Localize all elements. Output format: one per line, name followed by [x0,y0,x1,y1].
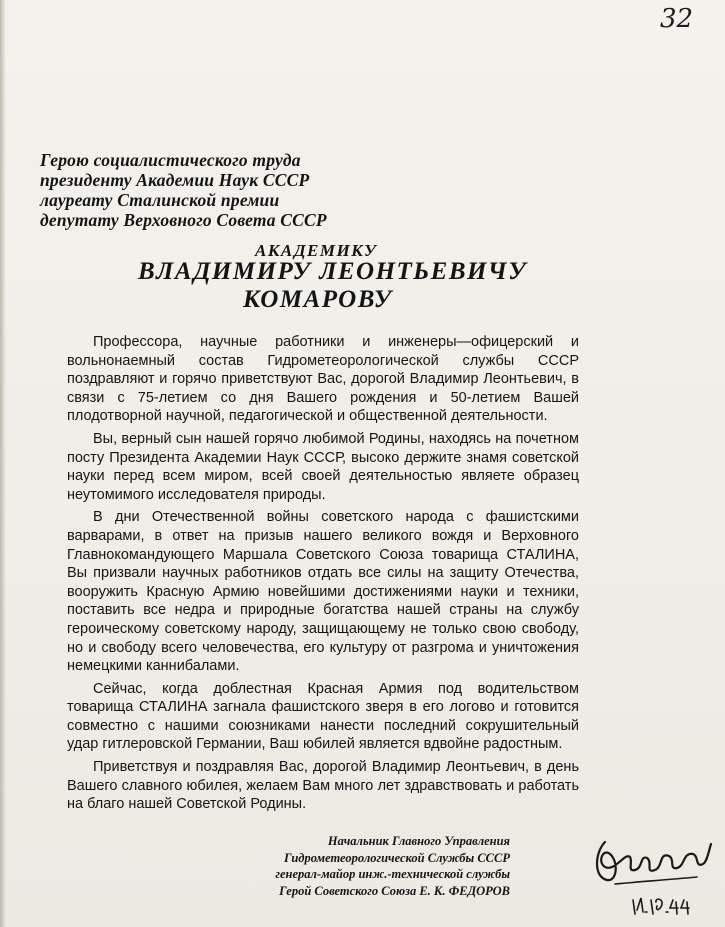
addressee-line-1: Герою социалистического труда [40,150,301,170]
addressee-line-2: президенту Академии Наук СССР [40,170,310,190]
signature-underline [615,877,697,884]
addressee-block [40,150,480,230]
signatory-line-2: Гидрометеорологической Службы СССР [284,850,510,865]
signatory-block [210,833,510,899]
page-number: 32 [660,4,694,34]
handwritten-signature [585,822,715,917]
paragraph-5: Приветствуя и поздравляя Вас, дорогой Владимир Леонтьевич, в день Вашего славного юбилея, желаем Вам много лет здравствовать и работать на благо нашей Советской Родины. [67,759,579,813]
addressee-line-4: депутату Верховного Совета СССР [40,210,327,230]
signatory-line-3: генерал-майор инж.-технической службы [275,867,510,881]
paragraph-1: Профессора, научные работники и инженеры—офицерский и вольнонаемный состав Гидрометеорологической службы СССР поздравляют и горячо приветствуют Вас, дорогой Владимир Леонтьевич, в связи с 75-летием со дня Вашего рождения и 50-летием Вашей плодотворной научной, педагогической и общественной деятельности. [67,334,579,425]
letter-body [67,333,579,818]
paragraph-2: Вы, верный сын нашей горячо любимой Родины, находясь на почетном посту Президента Академии Наук СССР, высоко держите знамя советской науки перед всем миром, всей своей деятельностью являете образец неутомимого исследователя природы. [67,430,579,503]
recipient-name-last: КОМАРОВУ [243,286,393,313]
signatory-line-4: Герой Советского Союза Е. К. ФЕДОРОВ [279,883,510,898]
addressee-line-3: лауреату Сталинской премии [40,190,280,210]
page-edge-shadow [0,0,6,927]
academic-label: АКАДЕМИКУ [255,241,378,260]
recipient-name-first: ВЛАДИМИРУ ЛЕОНТЬЕВИЧУ [138,258,528,285]
paragraph-4: Сейчас, когда доблестная Красная Армия под водительством товарища СТАЛИНА загнала фашистского зверя в его логово и готовится совместно с нашими союзниками нанести последний сокрушительный удар гитлеровской Германии, Ваш юбилей является вдвойне радостным. [67,680,579,753]
signature-stroke [597,842,711,880]
date-stroke [633,898,689,914]
signatory-line-1: Начальник Главного Управления [327,834,510,848]
paragraph-3: В дни Отечественной войны советского народа с фашистскими варварами, в ответ на призыв нашего великого вождя и Верховного Главнокомандующего Маршала Советского Союза товарища СТАЛИНА, Вы призвали научных работников отдать все силы на защиту Отечества, вооружить Красную Армию новейшими достижениями науки и техники, поставить все недра и природные богатства нашей страны на службу героическому советскому народу, защищающему не только свою свободу, но и свободу всего человечества, его культуру от разгрома и уничтожения немецкими каннибалами. [67,509,579,675]
